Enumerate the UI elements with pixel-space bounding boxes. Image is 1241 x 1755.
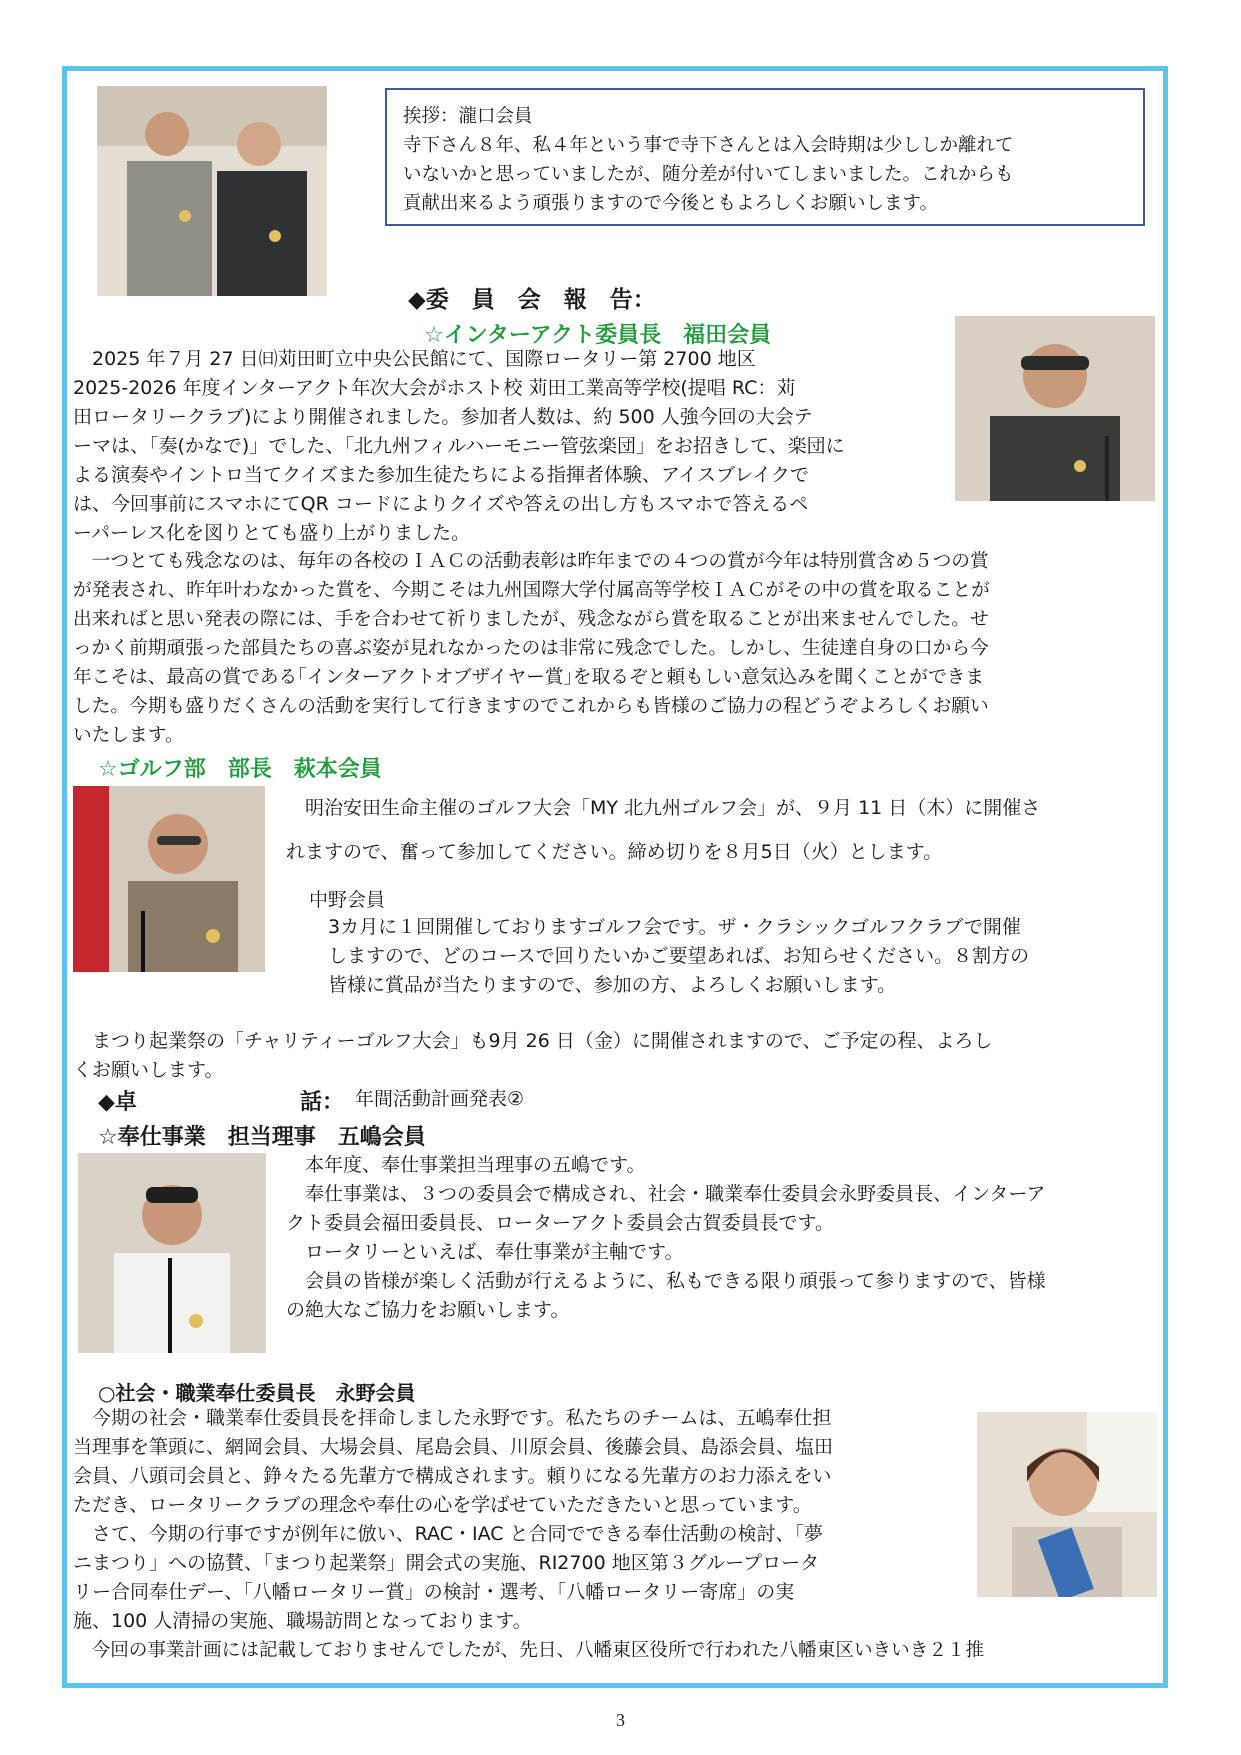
photo-fukuda bbox=[955, 316, 1155, 501]
nakano-paragraph: 3カ月に１回開催しておりますゴルフ会です。ザ・クラシックゴルフクラブで開催 しますので、どのコースで回りたいかご要望あれば、お知らせください。８割方の 皆様に賞品が当たりますので、参加の方、よろしくお願いします。 bbox=[309, 916, 1030, 996]
social-subheading: ○社会・職業奉仕委員長 永野会員 bbox=[98, 1381, 416, 1405]
service-subheading: ☆奉仕事業 担当理事 五嶋会員 bbox=[98, 1125, 426, 1150]
interact-paragraph-2: 一つとても残念なのは、毎年の各校のＩＡＣの活動表彰は昨年までの４つの賞が今年は特別賞含め５つの賞 が発表され、昨年叶わなかった賞を、今期こそは九州国際大学付属高等学校ＩＡＣがその中の賞を取ることが 出来ればと思い発表の際には、手を合わせて祈りましたが、残念ながら賞を取ることが出来ませんでした。せ っかく前期頑張った部員たちの喜ぶ姿が見れなかったのは非常に残念でした。しかし、生徒達自身の口から今 年こそは、最高の賞である｢インターアクトオブザイヤー賞｣を取るぞと頼もしい意気込みを聞くことができま した。今期も盛りだくさんの活動を実行して行きますのでこれからも皆様のご協力の程どうぞよろしくお願い いたします。 bbox=[73, 551, 990, 746]
takuwa-heading-right: 話： bbox=[300, 1090, 345, 1115]
photo-hagimoto bbox=[73, 786, 265, 972]
interact-paragraph-1: 2025 年７月 27 日㈰苅田町立中央公民館にて、国際ロータリー第 2700 地区 2025-2026 年度インターアクト年次大会がホスト校 苅田工業高等学校(提唱 RC：苅 田ロータリークラブ)により開催されました。参加者人数は、約 500 人強今回の大会テ ーマは、「奏(かなで)」でした、「北九州フィルハーモニー管弦楽団」をお招きして、楽団に よる演奏やイントロ当てクイズまた参加生徒たちによる指揮者体験、アイスブレイクで は、今回事前にスマホにてQR コードによりクイズや答えの出し方もスマホで答えるペ ーパーレス化を図りとても盛り上がりました。 bbox=[73, 348, 845, 544]
service-paragraph: 本年度、奉仕事業担当理事の五嶋です。 奉仕事業は、３つの委員会で構成され、社会・職業奉仕委員会永野委員長、インターア クト委員会福田委員長、ローターアクト委員会古賀委員長です。 ロータリーといえば、奉仕事業が主軸です。 会員の皆様が楽しく活動が行えるように、私もできる限り頑張って参りますので、皆様 の絶大なご協力をお願いします。 bbox=[286, 1154, 1046, 1321]
charity-golf-paragraph: まつり起業祭の「チャリティーゴルフ大会」も9月 26 日（金）に開催されますので、ご予定の程、よろし くお願いします。 bbox=[73, 1030, 993, 1081]
golf-subheading: ☆ゴルフ部 部長 萩本会員 bbox=[98, 757, 382, 782]
page-number: 3 bbox=[616, 1710, 625, 1730]
photo-goshima bbox=[78, 1153, 266, 1353]
greeting-title: 挨拶：瀧口会員 bbox=[403, 106, 533, 127]
interact-subheading: ☆インターアクト委員長 福田会員 bbox=[424, 323, 772, 348]
committee-report-heading: ◆委 員 会 報 告： bbox=[408, 287, 656, 313]
greeting-line: 寺下さん８年、私４年という事で寺下さんとは入会時期は少ししか離れて bbox=[403, 135, 1014, 156]
greeting-line: いないかと思っていましたが、随分差が付いてしまいました。これからも bbox=[403, 164, 1014, 185]
takuwa-title: 年間活動計画発表② bbox=[355, 1088, 525, 1110]
takuwa-heading-left: ◆卓 bbox=[98, 1090, 137, 1115]
greeting-line: 貢献出来るよう頑張りますので今後ともよろしくお願いします。 bbox=[403, 193, 939, 214]
golf-announcement: 明治安田生命主催のゴルフ大会「MY 北九州ゴルフ会」が、９月 11 日（木）に開催さ れますので、奮って参加してください。締め切りを８月5日（火）とします。 bbox=[286, 797, 1041, 863]
nakano-label: 中野会員 bbox=[309, 889, 386, 911]
greeting-box bbox=[385, 88, 1145, 226]
social-paragraph: 今期の社会・職業奉仕委員長を拝命しました永野です。私たちのチームは、五嶋奉仕担 当理事を筆頭に、網岡会員、大場会員、尾島会員、川原会員、後藤会員、島添会員、塩田 会員、八頭司会員と、錚々たる先輩方で構成されます。頼りになる先輩方のお力添えをい ただき、ロータリークラブの理念や奉仕の心を学ばせていただきたいと思っています。 さて、今期の行事ですが例年に倣い、RAC・IAC と合同でできる奉仕活動の検討、「夢 ニまつり」への協賛、「まつり起業祭」開会式の実施、RI2700 地区第３グループロータ リー合同奉仕デー、「八幡ロータリー賞」の検討・選考、「八幡ロータリー寄席」の実 施、100 人清掃の実施、職場訪問となっております。 今回の事業計画には記載しておりませんでしたが、先日、八幡東区役所で行われた八幡東区いきいき２１推 bbox=[73, 1407, 985, 1661]
photo-two-members bbox=[97, 86, 327, 296]
